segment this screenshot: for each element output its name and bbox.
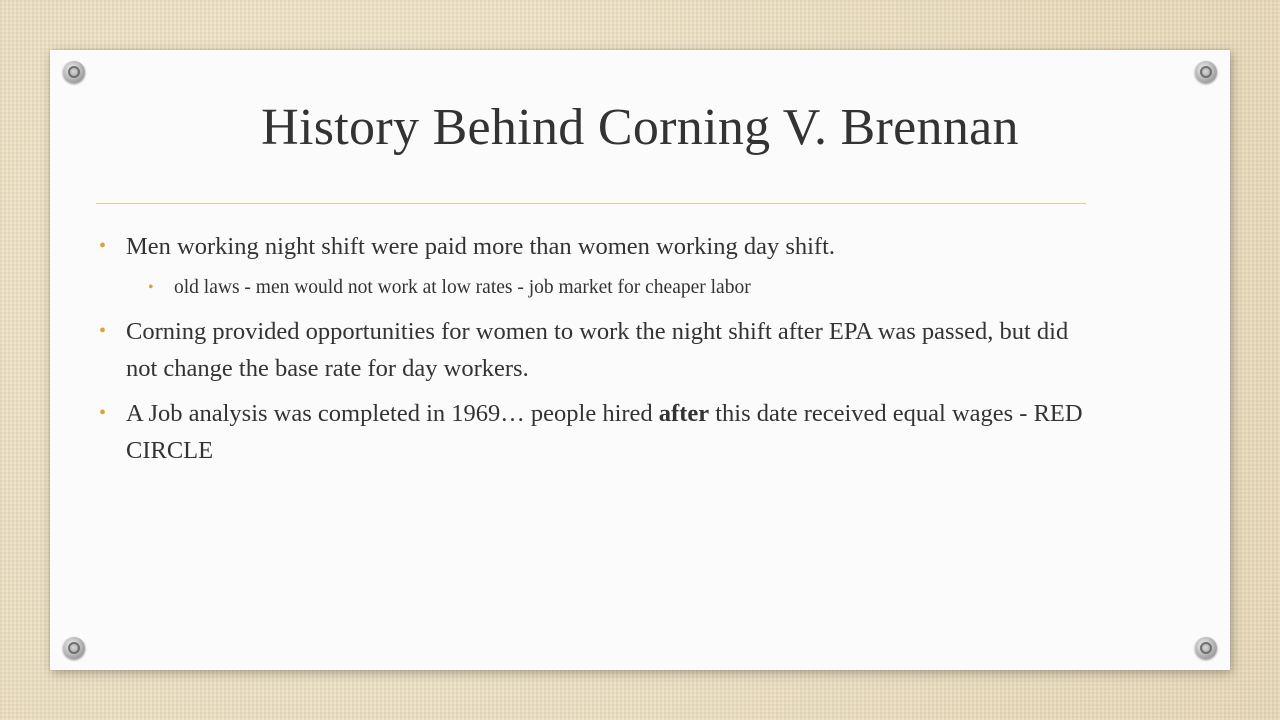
slide-title: History Behind Corning V. Brennan <box>261 99 1019 156</box>
rivet-icon <box>1195 61 1217 83</box>
bullet-item <box>96 228 1096 265</box>
bullet-icon: • <box>148 279 154 296</box>
bullet-icon: • <box>99 320 107 342</box>
rivet-icon <box>1195 637 1217 659</box>
sub-bullet-text: old laws - men would not work at low rates - job market for cheaper labor <box>174 277 751 298</box>
sub-bullet-item <box>96 273 1096 303</box>
bullet-text: Men working night shift were paid more than women working day shift. <box>126 233 836 260</box>
bullet-item <box>96 313 1096 387</box>
bullet-text: Corning provided opportunities for women to work the night shift after EPA was passed, but did not change the base rate for day workers. <box>126 318 1069 382</box>
rivet-icon <box>63 61 85 83</box>
bullet-text-part: A Job analysis was completed in 1969… people hired <box>126 400 659 427</box>
bullet-icon: • <box>99 402 107 424</box>
rivet-icon <box>63 637 85 659</box>
bullet-text-part: this date received equal wages - RED CIRCLE <box>126 400 1083 464</box>
bullet-icon: • <box>99 235 107 257</box>
bullet-emphasis: after <box>658 400 710 427</box>
bullet-text <box>126 400 1083 464</box>
bullet-item <box>96 395 1096 469</box>
slide-body <box>96 228 1096 469</box>
title-divider <box>96 203 1086 204</box>
